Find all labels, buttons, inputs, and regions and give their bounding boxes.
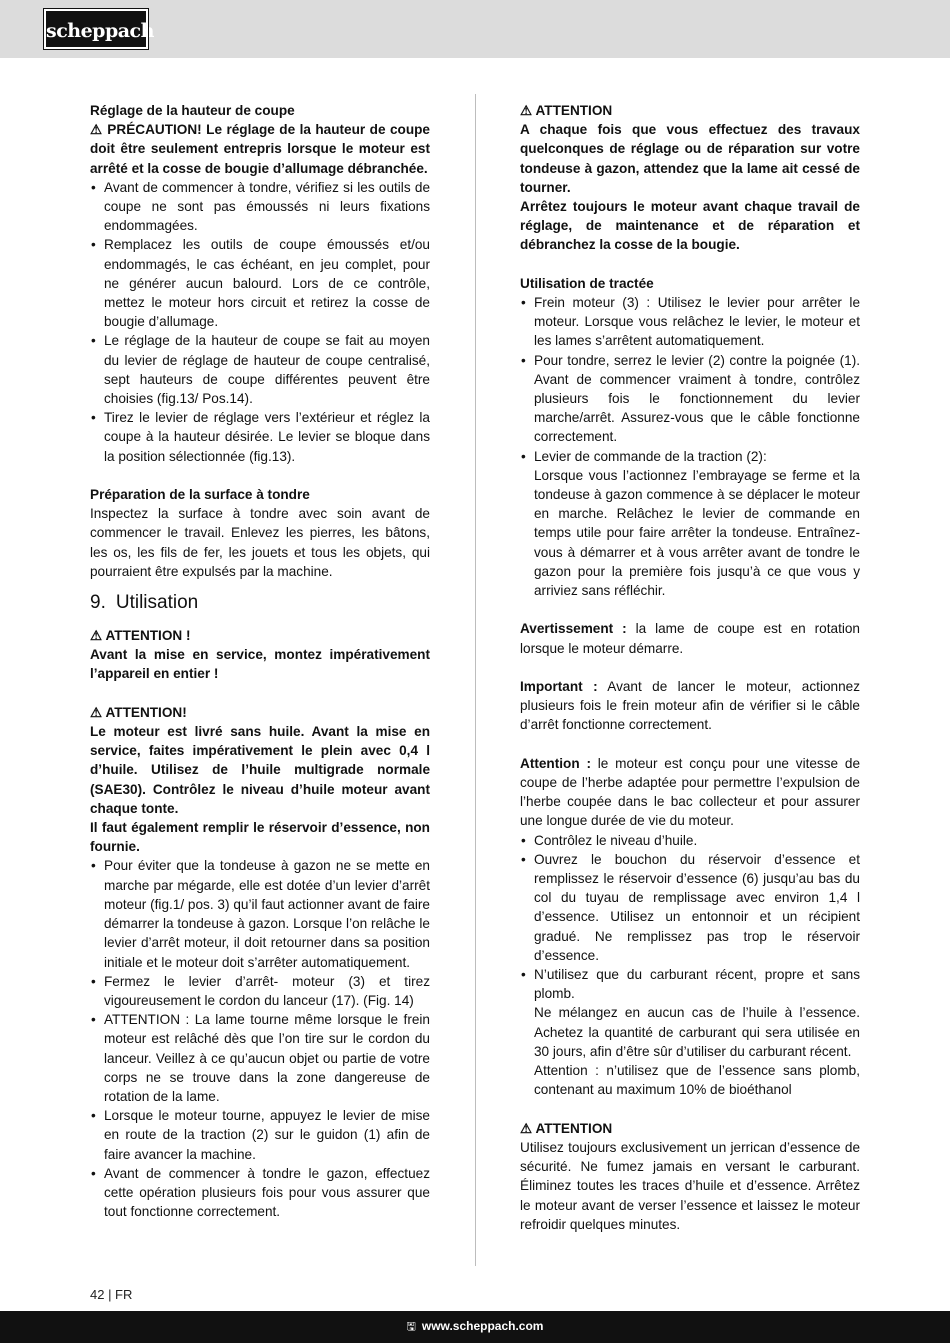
traction-continuation: Lorsque vous l’actionnez l’embrayage se ferme et la tondeuse à gazon commence à se déplacer le moteur en marche. Relâchez le levier de commande en temps utile pour faire arrêter la tondeuse. Entraînez-vous à démarrer et à vous arrêter avant de tondre le gazon pour la première fois jusqu’à ce que vous y arriviez sans réfléchir. [534,467,860,599]
heading-cut-height: Réglage de la hauteur de coupe [90,103,295,118]
precaution-text: ⚠ PRÉCAUTION! Le réglage de la hauteur de coupe doit être seulement entrepris lorsque le moteur est arrêté et la cosse de bougie d’allumage débranchée. [90,122,430,176]
attention-title-1: ⚠ ATTENTION ! [90,628,191,644]
left-column [90,101,430,1221]
traction-list [520,293,860,466]
list-item: • N’utilisez que du carburant récent, propre et sans plomb. [520,965,860,1003]
usage-list [90,856,430,1221]
brand-logo: scheppach [44,9,148,49]
attention-text-3: Utilisez toujours exclusivement un jerrican d’essence de sécurité. Ne fumez jamais en versant le carburant. Éliminez toutes les traces d’huile et d’essence. Arrêtez le moteur avant de verser l’essence et laissez le moteur refroidir quelques minutes. [520,1139,860,1232]
attention-paragraph [520,754,860,831]
right-column [520,101,860,1234]
important-label: Important : [520,679,598,695]
attention-text-1: Avant la mise en service, montez impérativement l’appareil en entier ! [90,647,430,682]
list-item: • Fermez le levier d’arrêt- moteur (3) et tirez vigoureusement le cordon du lanceur (17). (Fig. 14) [90,972,430,1010]
warning-label: Avertissement : [520,621,627,637]
attention-label: Attention : [520,755,591,771]
important-text: Avant de lancer le moteur, actionnez plusieurs fois le frein moteur afin de vérifier si le câble d’arrêt fonctionne correctement. [520,679,860,733]
attention-text-2b: Il faut également remplir le réservoir d’essence, non fournie. [90,820,430,855]
list-item: • Tirez le levier de réglage vers l’extérieur et réglez la coupe à la hauteur désirée. Le levier se bloque dans la position sélectionnée (fig.13). [90,408,430,466]
list-item: • Lorsque le moteur tourne, appuyez le levier de mise en route de la traction (2) sur le guidon (1) afin de faire avancer la machine. [90,1106,430,1164]
list-item: • Pour tondre, serrez le levier (2) contre la poignée (1). Avant de commencer vraiment à tondre, contrôlez plusieurs fois le fonctionnement du levier marche/arrêt. Assurez-vous que le câble fonctionne correctement. [520,351,860,447]
monitor-icon: 🖫 [406,1321,416,1333]
list-item: • Remplacez les outils de coupe émoussés et/ou endommagés, le cas échéant, en jeu complet, pour ne générer aucun balourd. Lors de ce contrôle, mettez le moteur hors circuit et retirez la cosse de bougie d’allumage. [90,235,430,331]
list-item: • Levier de commande de la traction (2): [520,447,860,466]
fuel-continuation-1: Ne mélangez en aucun cas de l’huile à l’essence. Achetez la quantité de carburant qui sera utilisée en 30 jours, afin d’être sûr d’utiliser du carburant récent. [534,1005,860,1059]
list-item: • Avant de commencer à tondre, vérifiez si les outils de coupe ne sont pas émoussés ni leurs fixations endommagées. [90,178,430,236]
list-item: • Le réglage de la hauteur de coupe se fait au moyen du levier de réglage de hauteur de coupe centralisé, sept hauteurs de coupe différentes peuvent être choisies (fig.13/ Pos.14). [90,331,430,408]
footer-bar [0,1311,950,1343]
attention-text-b: Arrêtez toujours le moteur avant chaque travail de réglage, de maintenance et de réparation et débranchez la cosse de la bougie. [520,199,860,253]
attention-body: le moteur est conçu pour une vitesse de coupe de l’herbe adaptée pour permettre l’expulsion de l’herbe coupée dans le bac collecteur et pour assurer une longue durée de vie du moteur. [520,755,861,829]
cut-height-list [90,178,430,466]
column-divider [475,94,476,1266]
attention-text-2a: Le moteur est livré sans huile. Avant la mise en service, faites impérativement le plein avec 0,4 l d’huile. Utilisez de l’huile multigrade normale (SAE30). Contrôlez le niveau d’huile moteur avant chaque tonte. [90,724,430,816]
fuel-continuation-2: Attention : n’utilisez que de l’essence sans plomb, contenant au maximum 10% de bioéthanol [534,1063,860,1098]
section-label: Utilisation [115,592,199,614]
page-number: 42 | FR [90,1287,133,1302]
attention-title-3: ⚠ ATTENTION [520,1120,613,1136]
website-link[interactable]: www.scheppach.com [421,1319,544,1333]
attention-text-a: A chaque fois que vous effectuez des travaux quelconques de réglage ou de réparation sur votre tondeuse à gazon, attendez que la lame ait cessé de tourner. [520,122,860,195]
heading-traction: Utilisation de tractée [520,275,654,291]
list-item: • Frein moteur (3) : Utilisez le levier pour arrêter le moteur. Lorsque vous relâchez le levier, le moteur et les lames s’arrêtent automatiquement. [520,293,860,351]
list-item: • Pour éviter que la tondeuse à gazon ne se mette en marche par mégarde, elle est dotée d’un levier d’arrêt moteur (fig.1/ pos. 3) qu’il faut actionner avant de faire démarrer la tondeuse à gazon. Lorsque l’on relâche le levier d’arrêt moteur, il doit retourner dans sa position initiale et le moteur doit s’arrêter automatiquement. [90,856,430,971]
attention-title: ⚠ ATTENTION [520,103,613,118]
list-item: • Avant de commencer à tondre le gazon, effectuez cette opération plusieurs fois pour vous assurer que tout fonctionne correctement. [90,1164,430,1222]
list-item: • ATTENTION : La lame tourne même lorsque le frein moteur est relâché dès que l’on tire sur le cordon du lanceur. Veillez à ce qu’aucun objet ou partie de votre corps ne se trouve dans la zone dangereuse de rotation de la lame. [90,1010,430,1106]
section-title [90,581,430,626]
important-paragraph [520,677,860,735]
list-item: • Ouvrez le bouchon du réservoir d’essence et remplissez le réservoir d’essence (6) jusqu’au bas du col du tuyau de remplissage avec environ 1,4 l d’essence. Utilisez un entonnoir et un récipient gradué. Ne remplissez pas trop le réservoir d’essence. [520,850,860,965]
heading-preparation: Préparation de la surface à tondre [90,487,310,503]
attention-title-2: ⚠ ATTENTION! [90,704,187,720]
warning-paragraph [520,619,860,657]
header-bar [0,0,950,58]
section-number: 9. [90,592,106,614]
fuel-list [520,831,860,1004]
list-item: • Contrôlez le niveau d’huile. [520,831,860,850]
warning-text: la lame de coupe est en rotation lorsque le moteur démarre. [520,621,860,656]
preparation-text: Inspectez la surface à tondre avec soin avant de commencer le travail. Enlevez les pierres, les bâtons, les os, les fils de fer, les jouets et tous les objets, qui pourraient être expulsés par la machine. [90,506,430,579]
